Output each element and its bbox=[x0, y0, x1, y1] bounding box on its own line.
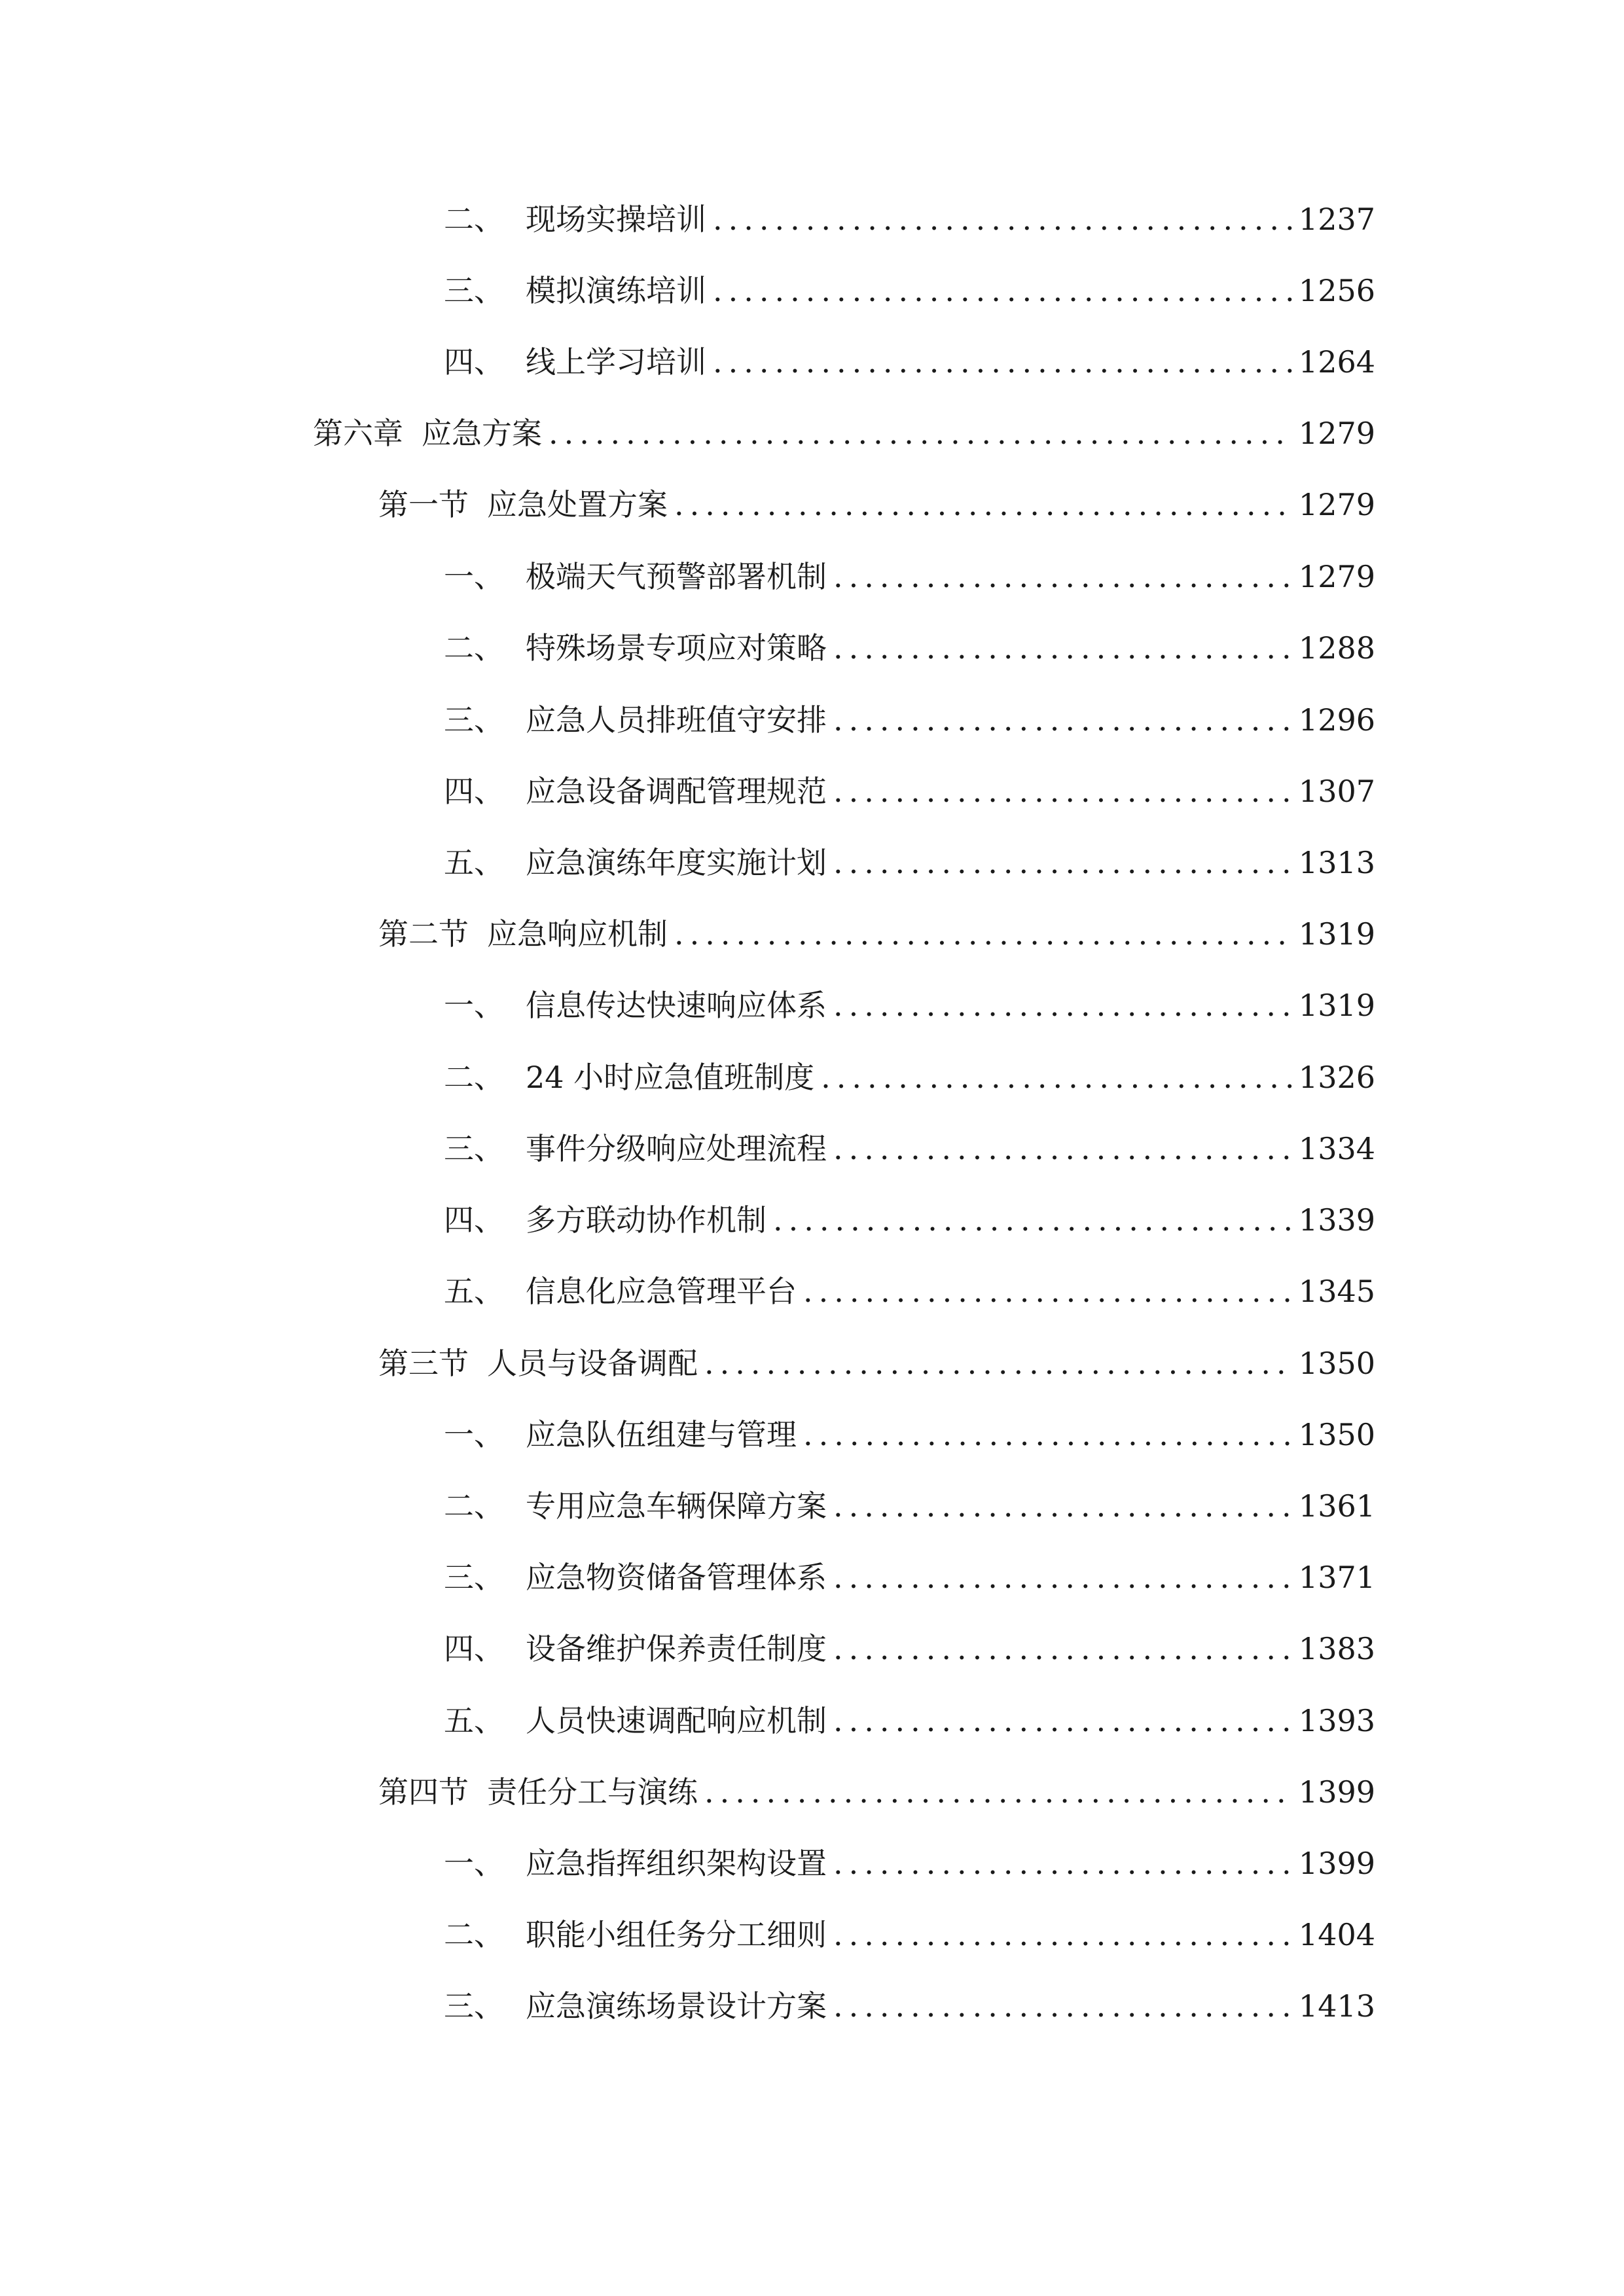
entry-number: 三、 bbox=[444, 273, 504, 308]
entry-number: 第二节 bbox=[378, 916, 469, 952]
entry-number: 二、 bbox=[444, 1488, 504, 1524]
entry-page-number: 1399 bbox=[1298, 1774, 1375, 1810]
entry-page-number: 1279 bbox=[1298, 487, 1375, 522]
toc-entry[interactable] bbox=[444, 697, 1375, 743]
entry-page-number: 1361 bbox=[1298, 1488, 1375, 1524]
entry-title: 应急人员排班值守安排 bbox=[526, 702, 827, 738]
entry-page-number: 1393 bbox=[1298, 1703, 1375, 1738]
entry-page-number: 1296 bbox=[1298, 702, 1375, 738]
toc-entry[interactable] bbox=[444, 982, 1375, 1028]
entry-number: 二、 bbox=[444, 202, 504, 237]
toc-entry[interactable] bbox=[444, 268, 1375, 314]
dot-leader bbox=[833, 554, 1292, 600]
entry-number: 第一节 bbox=[378, 487, 469, 522]
entry-title: 信息化应急管理平台 bbox=[526, 1274, 797, 1309]
dot-leader bbox=[549, 410, 1292, 456]
toc-entry-section[interactable] bbox=[378, 482, 1375, 528]
toc-entry-section[interactable] bbox=[378, 911, 1375, 957]
toc-entry-chapter[interactable] bbox=[313, 410, 1375, 456]
dot-leader bbox=[833, 1698, 1292, 1744]
entry-title: 应急设备调配管理规范 bbox=[526, 774, 827, 809]
entry-number: 三、 bbox=[444, 1560, 504, 1595]
entry-page-number: 1319 bbox=[1298, 988, 1375, 1023]
toc-entry[interactable] bbox=[444, 1912, 1375, 1958]
entry-number: 一、 bbox=[444, 1846, 504, 1881]
toc-entry[interactable] bbox=[444, 1483, 1375, 1529]
toc-entry[interactable] bbox=[444, 554, 1375, 600]
entry-page-number: 1350 bbox=[1298, 1346, 1375, 1381]
entry-page-number: 1313 bbox=[1298, 845, 1375, 880]
entry-number: 第六章 bbox=[313, 416, 403, 451]
dot-leader bbox=[833, 1483, 1292, 1529]
entry-number: 四、 bbox=[444, 1631, 504, 1666]
entry-page-number: 1383 bbox=[1298, 1631, 1375, 1666]
entry-page-number: 1326 bbox=[1298, 1060, 1375, 1095]
entry-page-number: 1264 bbox=[1298, 344, 1375, 380]
dot-leader bbox=[713, 196, 1292, 242]
entry-number: 五、 bbox=[444, 845, 504, 880]
toc-entry[interactable] bbox=[444, 1626, 1375, 1672]
entry-title: 模拟演练培训 bbox=[526, 273, 706, 308]
dot-leader bbox=[833, 1626, 1292, 1672]
dot-leader bbox=[674, 911, 1292, 957]
toc-entry[interactable] bbox=[444, 1840, 1375, 1886]
entry-number: 二、 bbox=[444, 1060, 504, 1095]
entry-number: 五、 bbox=[444, 1274, 504, 1309]
toc-entry[interactable] bbox=[444, 1126, 1375, 1172]
dot-leader bbox=[833, 1983, 1292, 2029]
dot-leader bbox=[833, 768, 1292, 814]
toc-entry[interactable] bbox=[444, 1054, 1375, 1100]
dot-leader bbox=[713, 268, 1292, 314]
entry-page-number: 1339 bbox=[1298, 1202, 1375, 1238]
entry-title: 人员快速调配响应机制 bbox=[526, 1703, 827, 1738]
entry-title: 职能小组任务分工细则 bbox=[526, 1917, 827, 1952]
dot-leader bbox=[833, 840, 1292, 886]
dot-leader bbox=[833, 1840, 1292, 1886]
entry-number: 一、 bbox=[444, 559, 504, 594]
toc-entry-section[interactable] bbox=[378, 1769, 1375, 1815]
entry-number: 一、 bbox=[444, 1417, 504, 1452]
dot-leader bbox=[674, 482, 1292, 528]
entry-page-number: 1279 bbox=[1298, 559, 1375, 594]
entry-title: 极端天气预警部署机制 bbox=[526, 559, 827, 594]
toc-entry[interactable] bbox=[444, 1698, 1375, 1744]
entry-title: 应急方案 bbox=[422, 416, 542, 451]
entry-page-number: 1307 bbox=[1298, 774, 1375, 809]
entry-title: 专用应急车辆保障方案 bbox=[526, 1488, 827, 1524]
entry-number: 三、 bbox=[444, 702, 504, 738]
entry-page-number: 1237 bbox=[1298, 202, 1375, 237]
entry-title: 应急指挥组织架构设置 bbox=[526, 1846, 827, 1881]
dot-leader bbox=[713, 339, 1292, 385]
entry-title: 应急队伍组建与管理 bbox=[526, 1417, 797, 1452]
entry-number: 四、 bbox=[444, 344, 504, 380]
dot-leader bbox=[773, 1197, 1292, 1243]
toc-entry[interactable] bbox=[444, 1983, 1375, 2029]
dot-leader bbox=[704, 1340, 1292, 1386]
toc-entry[interactable] bbox=[444, 1268, 1375, 1314]
entry-page-number: 1345 bbox=[1298, 1274, 1375, 1309]
entry-title: 应急演练年度实施计划 bbox=[526, 845, 827, 880]
entry-title: 人员与设备调配 bbox=[487, 1346, 698, 1381]
entry-number: 四、 bbox=[444, 1202, 504, 1238]
dot-leader bbox=[704, 1769, 1292, 1815]
toc-entry[interactable] bbox=[444, 1412, 1375, 1458]
entry-page-number: 1256 bbox=[1298, 273, 1375, 308]
toc-entry[interactable] bbox=[444, 840, 1375, 886]
entry-page-number: 1279 bbox=[1298, 416, 1375, 451]
toc-entry-section[interactable] bbox=[378, 1340, 1375, 1386]
entry-title: 应急演练场景设计方案 bbox=[526, 1988, 827, 2024]
entry-page-number: 1288 bbox=[1298, 630, 1375, 666]
entry-number: 一、 bbox=[444, 988, 504, 1023]
entry-number: 三、 bbox=[444, 1131, 504, 1166]
toc-entry[interactable] bbox=[444, 196, 1375, 242]
entry-title: 线上学习培训 bbox=[526, 344, 706, 380]
entry-title: 应急物资储备管理体系 bbox=[526, 1560, 827, 1595]
entry-number: 四、 bbox=[444, 774, 504, 809]
entry-title: 信息传达快速响应体系 bbox=[526, 988, 827, 1023]
entry-page-number: 1350 bbox=[1298, 1417, 1375, 1452]
entry-title: 责任分工与演练 bbox=[487, 1774, 698, 1810]
dot-leader bbox=[833, 1554, 1292, 1600]
entry-page-number: 1404 bbox=[1298, 1917, 1375, 1952]
entry-page-number: 1413 bbox=[1298, 1988, 1375, 2024]
entry-title: 多方联动协作机制 bbox=[526, 1202, 767, 1238]
dot-leader bbox=[803, 1412, 1292, 1458]
toc-entry[interactable] bbox=[444, 339, 1375, 385]
entry-number: 第三节 bbox=[378, 1346, 469, 1381]
entry-page-number: 1319 bbox=[1298, 916, 1375, 952]
entry-title: 24 小时应急值班制度 bbox=[526, 1060, 815, 1095]
entry-number: 二、 bbox=[444, 1917, 504, 1952]
entry-title: 设备维护保养责任制度 bbox=[526, 1631, 827, 1666]
entry-number: 第四节 bbox=[378, 1774, 469, 1810]
entry-title: 特殊场景专项应对策略 bbox=[526, 630, 827, 666]
entry-page-number: 1334 bbox=[1298, 1131, 1375, 1166]
toc-entry[interactable] bbox=[444, 1554, 1375, 1600]
entry-number: 二、 bbox=[444, 630, 504, 666]
entry-title: 事件分级响应处理流程 bbox=[526, 1131, 827, 1166]
dot-leader bbox=[833, 697, 1292, 743]
toc-entry[interactable] bbox=[444, 768, 1375, 814]
entry-title: 应急处置方案 bbox=[487, 487, 668, 522]
entry-title: 现场实操培训 bbox=[526, 202, 706, 237]
dot-leader bbox=[821, 1054, 1292, 1100]
entry-number: 五、 bbox=[444, 1703, 504, 1738]
dot-leader bbox=[833, 1912, 1292, 1958]
dot-leader bbox=[833, 1126, 1292, 1172]
entry-page-number: 1371 bbox=[1298, 1560, 1375, 1595]
toc-entry[interactable] bbox=[444, 625, 1375, 671]
dot-leader bbox=[803, 1268, 1292, 1314]
entry-page-number: 1399 bbox=[1298, 1846, 1375, 1881]
toc-entry[interactable] bbox=[444, 1197, 1375, 1243]
entry-number: 三、 bbox=[444, 1988, 504, 2024]
dot-leader bbox=[833, 982, 1292, 1028]
entry-title: 应急响应机制 bbox=[487, 916, 668, 952]
dot-leader bbox=[833, 625, 1292, 671]
